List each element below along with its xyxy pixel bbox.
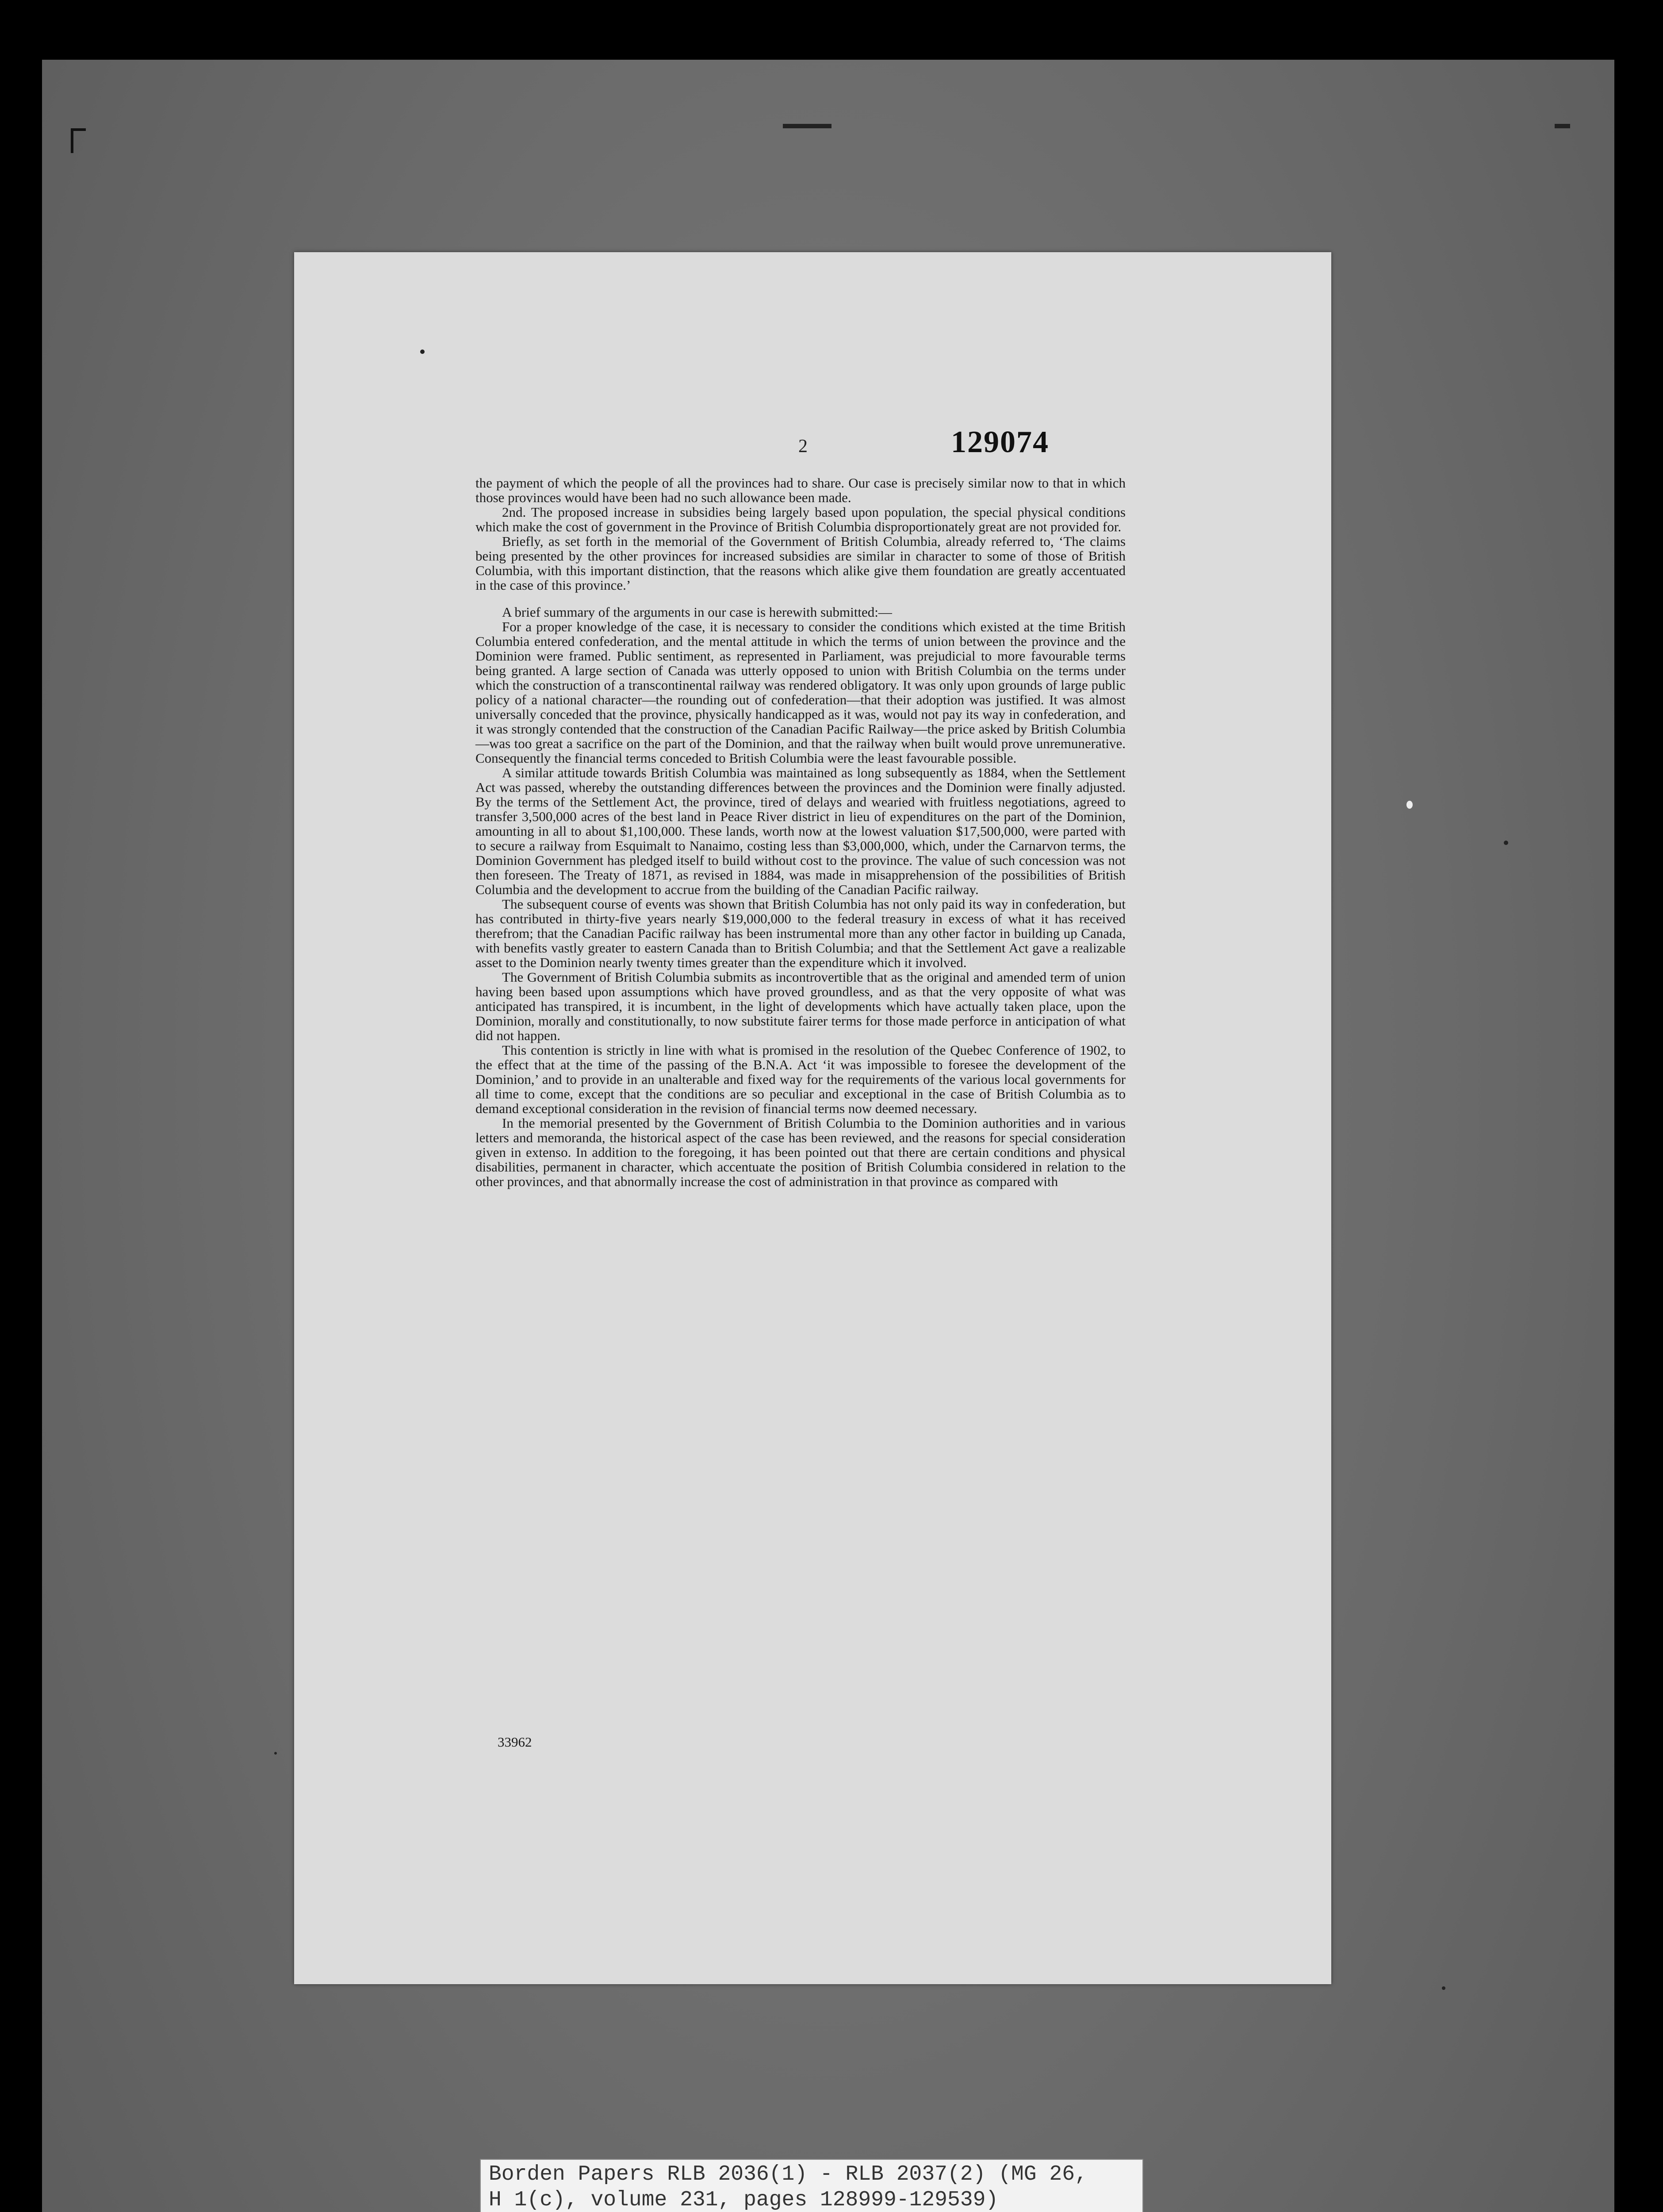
paragraph: the payment of which the people of all the provinces had to share. Our case is precisely similar now to that in which those provinces would have been had no such allowance been made. <box>475 475 1126 505</box>
paragraph: The Government of British Columbia submits as incontrovertible that as the original and amended term of union having been based upon assumptions which have proved groundless, and as that the very opposite of what was anticipated has transpired, it is incumbent, in the light of developments which have actually taken place, upon the Dominion, morally and constitutionally, to now substitute fairer terms for those made perforce in anticipation of what did not happen. <box>475 969 1126 1043</box>
label-line: H 1(c), volume 231, pages 128999-129539) <box>489 2188 999 2212</box>
paragraph: In the memorial presented by the Government of British Columbia to the Dominion authorities and in various letters and memoranda, the historical aspect of the case has been reviewed, and the reasons for special consideration given in extenso. In addition to the foregoing, it has been pointed out that there are certain conditions and physical disabilities, permanent in character, which accentuate the position of British Columbia considered in relation to the other provinces, and that abnormally increase the cost of administration in that province as compared with <box>475 1115 1126 1189</box>
film-mark <box>783 124 832 128</box>
crop-mark <box>71 128 86 153</box>
paragraph: 2nd. The proposed increase in subsidies being largely based upon population, the special physical conditions which make the cost of government in the Province of British Columbia disproportionately great are not provided for. <box>475 504 1126 534</box>
paragraph: This contention is strictly in line with what is promised in the resolution of the Quebec Conference of 1902, to the effect that at the time of the passing of the B.N.A. Act ‘it was impossible to foresee the development of the Dominion,’ and to provide in an unalterable and fixed way for the requirements of the various local governments for all time to come, except that the conditions are so peculiar and exceptional in the case of British Columbia as to demand exceptional consideration in the revision of financial terms now deemed necessary. <box>475 1042 1126 1116</box>
document-body <box>475 476 1126 1189</box>
page-number: 2 <box>798 436 808 457</box>
dust-speck <box>420 349 425 354</box>
document-id-stamp: 129074 <box>951 425 1049 459</box>
collection-label <box>480 2159 1143 2212</box>
paragraph: The subsequent course of events was shown that British Columbia has not only paid its way in confederation, but has contributed in thirty-five years nearly $19,000,000 to the federal treasury in excess of what it has received therefrom; that the Canadian Pacific railway has been instrumental more than any other factor in building up Canada, with benefits vastly greater to eastern Canada than to British Columbia; and that the Settlement Act gave a realizable asset to the Dominion nearly twenty times greater than the expenditure which it involved. <box>475 896 1126 970</box>
footer-code: 33962 <box>498 1734 532 1750</box>
dust-speck <box>1504 841 1508 845</box>
dust-speck <box>1406 801 1413 809</box>
dust-speck <box>274 1752 277 1755</box>
paragraph: For a proper knowledge of the case, it is necessary to consider the conditions which existed at the time British Columbia entered confederation, and the mental attitude in which the terms of union between the province and the Dominion were framed. Public sentiment, as represented in Parliament, was prejudicial to more favourable terms being granted. A large section of Canada was utterly opposed to union with British Columbia on the terms under which the construction of a transcontinental railway was rendered obligatory. It was only upon grounds of large public policy of a national character—the rounding out of confederation—that their adoption was justified. It was almost universally conceded that the province, physically handicapped as it was, would not pay its way in confederation, and it was strongly contended that the construction of the Canadian Pacific Railway—the price asked by British Columbia—was too great a sacrifice on the part of the Dominion, and that the railway when built would prove unremunerative. Consequently the financial terms conceded to British Columbia were the least favourable possible. <box>475 619 1126 766</box>
paragraph: Briefly, as set forth in the memorial of the Government of British Columbia, already referred to, ‘The claims being presented by the other provinces for increased subsidies are similar in character to some of those of British Columbia, with this important distinction, that the reasons which alike give them foundation are greatly accentuated in the case of this province.’ <box>475 534 1126 593</box>
paragraph: A similar attitude towards British Columbia was maintained as long subsequently as 1884, when the Settlement Act was passed, whereby the outstanding differences between the provinces and the Dominion were finally adjusted. By the terms of the Settlement Act, the province, tired of delays and wearied with fruitless negotiations, agreed to transfer 3,500,000 acres of the best land in Peace River district in lieu of expenditures on the part of the Dominion, amounting in all to about $1,100,000. These lands, worth now at the lowest valuation $17,500,000, were parted with to secure a railway from Esquimalt to Nanaimo, costing less than $3,000,000, which, under the Carnarvon terms, the Dominion Government has pledged itself to build without cost to the province. The value of such concession was not then foreseen. The Treaty of 1871, as revised in 1884, was made in misapprehension of the possibilities of British Columbia and the development to accrue from the building of the Canadian Pacific railway. <box>475 765 1126 897</box>
dust-speck <box>1442 1986 1445 1990</box>
paragraph: A brief summary of the arguments in our case is herewith submitted:— <box>502 604 892 620</box>
film-mark <box>1555 124 1570 128</box>
label-line: Borden Papers RLB 2036(1) - RLB 2037(2) (MG 26, <box>489 2162 1088 2186</box>
